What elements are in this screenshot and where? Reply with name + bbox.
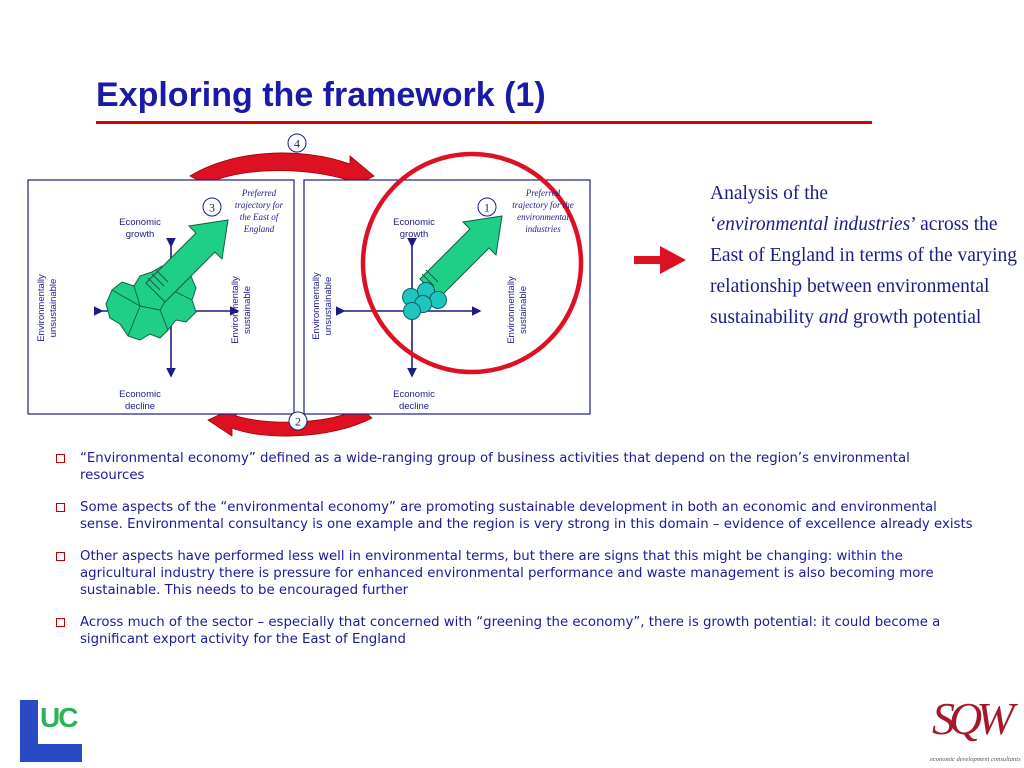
right-trajectory-label-3: environmental <box>517 212 569 222</box>
right-label-unsustainable-1: Environmentally <box>311 272 322 340</box>
uc-logo <box>20 700 82 762</box>
bullet-box-icon <box>56 503 65 512</box>
bullet-text: Across much of the sector – especially that concerned with “greening the economy”, there is growth potential: it could become a significant export activity for the East of England <box>80 615 941 647</box>
right-label-sustainable-2: sustainable <box>518 285 529 335</box>
bullet-list <box>56 450 976 663</box>
analysis-and: and <box>818 307 849 328</box>
sqw-logo-tagline: economic development consultants <box>930 756 1021 763</box>
right-trajectory-label-2: trajectory for the <box>512 200 574 210</box>
right-label-decline-2: decline <box>398 401 430 412</box>
right-trajectory-label-4: industries <box>525 224 561 234</box>
analysis-rest: across the East of England in terms of the varying relationship between environmental sustainability <box>710 214 1018 328</box>
svg-text:2: 2 <box>295 414 301 429</box>
bullet-item <box>56 499 976 533</box>
left-label-growth-1: Economic <box>119 217 161 228</box>
svg-text:3: 3 <box>209 200 215 215</box>
analysis-line1: Analysis of the <box>710 183 829 204</box>
bullet-box-icon <box>56 454 65 463</box>
right-trajectory-label-1: Preferred <box>525 188 561 198</box>
right-label-growth-2: growth <box>399 229 429 240</box>
analysis-emphasis: environmental industries <box>716 214 911 235</box>
left-label-growth-2: growth <box>125 229 155 240</box>
left-trajectory-label-2: trajectory for <box>234 200 284 210</box>
right-label-unsustainable-2: unsustainable <box>323 276 334 336</box>
bullet-item <box>56 614 976 648</box>
left-label-decline-2: decline <box>124 401 156 412</box>
bullet-text: “Environmental economy” defined as a wide-ranging group of business activities that depend on the region’s environmental resources <box>80 451 910 483</box>
analysis-text: Analysis of the ‘environmental industries’ across the East of England in terms of the varying relationship between environmental sustainability and growth potential <box>710 183 1018 328</box>
step-badge-4 <box>288 134 306 152</box>
step-badge-2 <box>289 412 307 430</box>
sqw-logo-mark: SQW <box>932 693 1009 744</box>
left-trajectory-label-4: England <box>243 224 275 234</box>
right-label-decline-1: Economic <box>393 389 435 400</box>
left-trajectory-label-3: the East of <box>239 212 279 222</box>
bullet-item <box>56 548 976 599</box>
svg-text:1: 1 <box>484 200 490 215</box>
left-label-sustainable-1: Environmentally <box>230 276 241 344</box>
slide-title: Exploring the framework (1) <box>96 76 546 114</box>
uc-logo-text: UC <box>40 702 77 733</box>
step-badge-3 <box>203 198 221 216</box>
left-trajectory-label-1: Preferred <box>241 188 277 198</box>
right-label-growth-1: Economic <box>393 217 435 228</box>
left-label-sustainable-2: sustainable <box>242 285 253 335</box>
analysis-end: growth potential <box>853 307 982 328</box>
left-label-unsustainable-2: unsustainable <box>48 278 59 338</box>
bullet-item <box>56 450 976 484</box>
bullet-text: Some aspects of the “environmental economy” are promoting sustainable development in both an economic and environmental sense. Environmental consultancy is one example and the region is very strong in this domain – evidence of excellence already exists <box>80 500 973 532</box>
left-label-unsustainable-1: Environmentally <box>36 274 47 342</box>
bullet-text: Other aspects have performed less well in environmental terms, but there are signs that this might be changing: within the agricultural industry there is pressure for enhanced environmental performance and waste management is also becoming more sustainable. This needs to be encouraged further <box>80 549 934 598</box>
sqw-logo <box>924 694 1024 768</box>
step-badge-1 <box>478 198 496 216</box>
left-label-decline-1: Economic <box>119 389 161 400</box>
red-pointer-arrow <box>634 246 686 274</box>
right-label-sustainable-1: Environmentally <box>506 276 517 344</box>
svg-text:4: 4 <box>294 136 300 151</box>
bullet-box-icon <box>56 552 65 561</box>
bullet-box-icon <box>56 618 65 627</box>
